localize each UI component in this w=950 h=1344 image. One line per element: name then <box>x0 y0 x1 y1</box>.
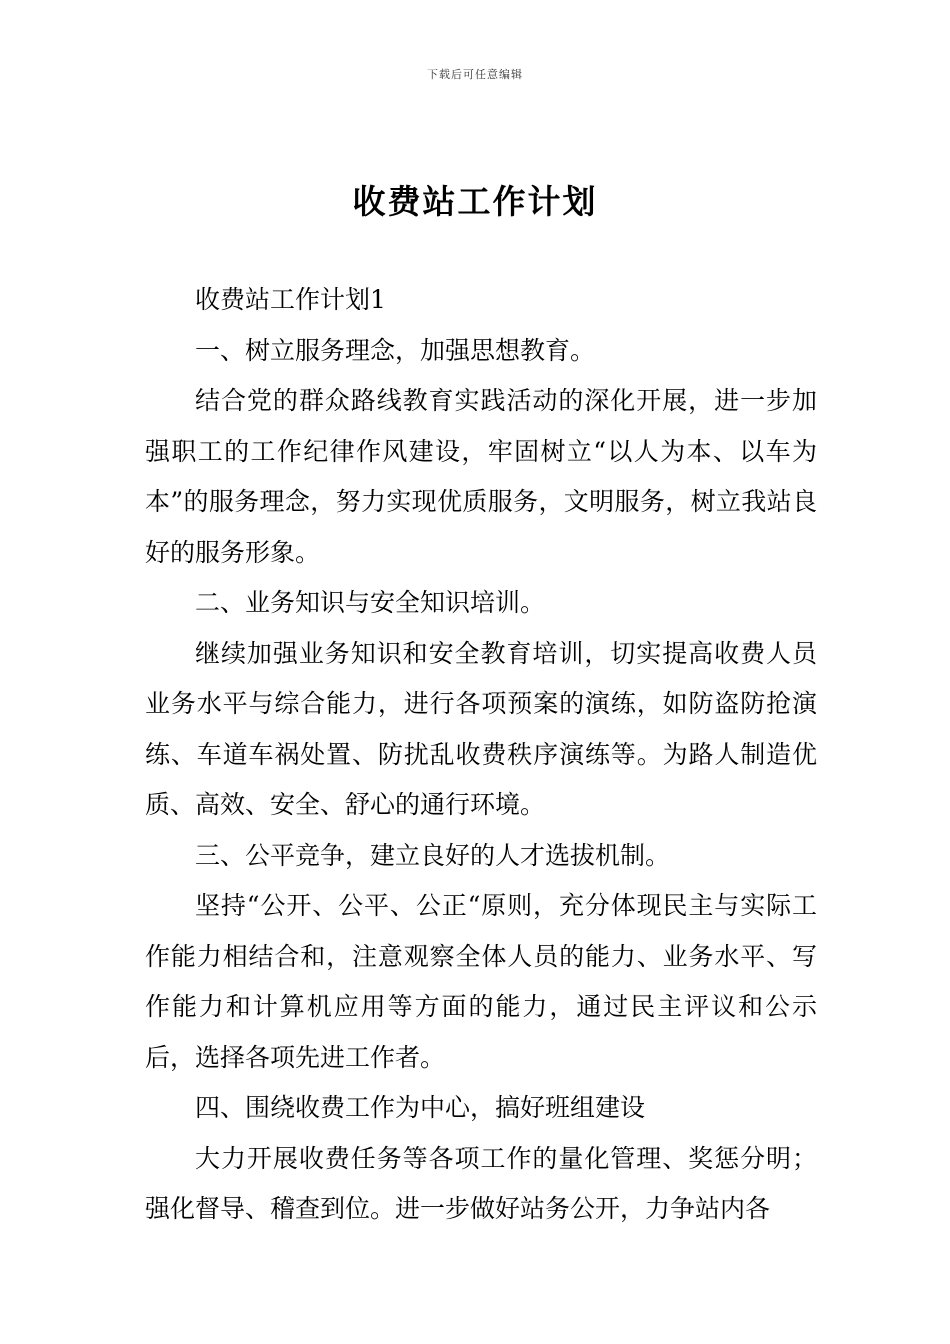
paragraph-body-4: 大力开展收费任务等各项工作的量化管理、奖惩分明；强化督导、稽查到位。进一步做好站务公开，力争站内各 <box>145 1143 817 1223</box>
paragraph-body-2: 继续加强业务知识和安全教育培训，切实提高收费人员业务水平与综合能力，进行各项预案的演练，如防盗防抢演练、车道车祸处置、防扰乱收费秩序演练等。为路人制造优质、高效、安全、舒心的通行环境。 <box>145 638 817 819</box>
paragraph-heading-2: 二、业务知识与安全知识培训。 <box>195 588 546 617</box>
header-note: 下载后可任意编辑 <box>427 68 523 81</box>
paragraph-body-1: 结合党的群众路线教育实践活动的深化开展，进一步加强职工的工作纪律作风建设，牢固树立“以人为本、以车为本”的服务理念，努力实现优质服务，文明服务，树立我站良好的服务形象。 <box>145 386 817 567</box>
document-body <box>145 275 817 1235</box>
paragraph-body-3: 坚持“公开、公平、公正“原则，充分体现民主与实际工作能力相结合和，注意观察全体人员的能力、业务水平、写作能力和计算机应用等方面的能力，通过民主评议和公示后，选择各项先进工作者。 <box>145 891 817 1072</box>
paragraph-heading-4: 四、围绕收费工作为中心，搞好班组建设 <box>195 1093 646 1122</box>
document-title: 收费站工作计划 <box>352 182 598 221</box>
paragraph-subtitle: 收费站工作计划1 <box>195 285 386 314</box>
paragraph-heading-1: 一、树立服务理念，加强思想教育。 <box>195 335 596 365</box>
paragraph-heading-3: 三、公平竞争，建立良好的人才选拔机制。 <box>195 840 671 870</box>
